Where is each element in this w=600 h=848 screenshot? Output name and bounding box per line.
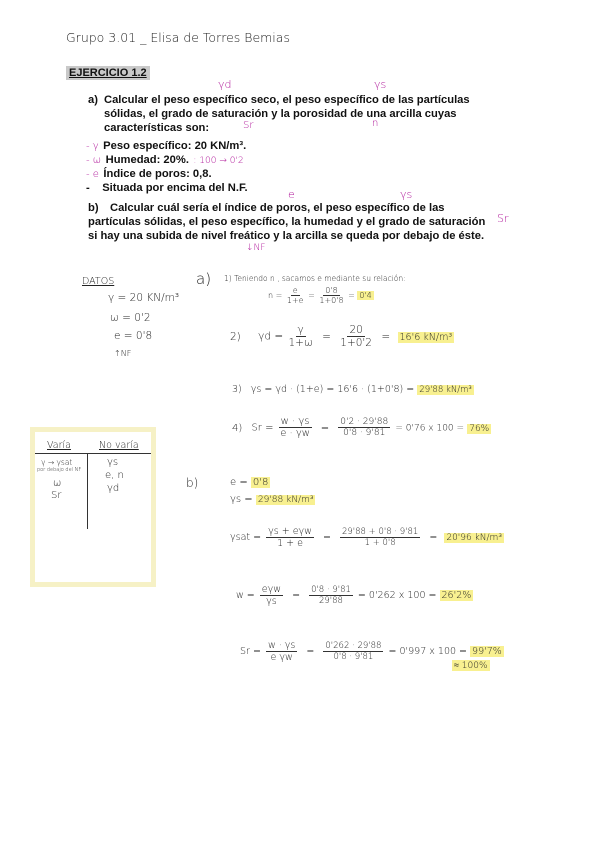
result: 26'2% (441, 590, 472, 601)
sol-a-step1-eq: n = $\frac{e}{1+e}$ = $\frac{0'8}{1+0'8}$ = 0'4 (268, 286, 372, 305)
datos-line-2: ω = 0'2 (110, 312, 151, 324)
item-mark: - γ (86, 141, 99, 152)
result: 99'7% (472, 646, 502, 657)
sol-a-step1-text: 1) Teniendo n , sacamos e mediante su relación: (224, 274, 406, 283)
numerator: 0'2 · 29'88 (340, 417, 389, 427)
lhs: Sr = (240, 646, 261, 657)
table-varia-3: ω (53, 478, 62, 489)
part-b-line1: Calcular cuál sería el índice de poros, el peso específico de las (110, 202, 445, 214)
lhs: γd = (258, 330, 284, 343)
datos-line-1: γ = 20 KN/m³ (108, 292, 180, 304)
sol-b-e (230, 477, 270, 488)
sol-b-w: w = $\frac{\text{eγw}}{\gamma s}$ = $\frac{0'8 \cdot 9'81}{29'88}$ = 0'262 x 100 = 26'2% (236, 584, 472, 607)
note-ys-b: γs (400, 188, 413, 201)
fraction-1 (279, 416, 312, 439)
lhs: n = (268, 291, 283, 300)
numerator: eγw (261, 584, 282, 595)
sol-b-sr-approx: ≈ 100% (454, 661, 488, 671)
note-yd: γd (218, 78, 232, 91)
fraction-1 (288, 324, 312, 349)
result: 0'4 (359, 291, 372, 300)
denominator: 1+ω (288, 337, 313, 349)
sol-a-step4: 4) Sr = $\frac{w \cdot \gamma s}{e \cdot \gamma w}$ = $\frac{0'2 \cdot 29'88}{0'8 \cdot 9'81}$ = 0'76 x 100 = 76% (232, 416, 490, 439)
datos-line-4: ↑NF (114, 349, 132, 358)
item-note: : 100 → 0'2 (193, 156, 244, 166)
table-novaria-3: γd (107, 483, 120, 494)
table-varia-4: Sr (51, 490, 62, 501)
numerator: 0'8 (325, 286, 338, 295)
numerator: e (292, 286, 298, 295)
table-novaria-2: e, n (105, 470, 124, 481)
fraction-1 (287, 286, 304, 305)
fraction-1 (266, 526, 314, 549)
sol-b-ysat: γsat = $\frac{\text{γs + eγw}}{1 + e}$ = $\frac{29'88 + 0'8 \cdot 9'81}{1 + 0'8}$ = 20'96 kN/m³ (230, 526, 502, 549)
denominator: 1+e (286, 296, 304, 305)
note-e: e (288, 188, 295, 201)
note-sr-b: Sr (497, 212, 509, 225)
table-hline (35, 453, 151, 454)
step-num: 3) (232, 384, 242, 395)
step-num: 4) (232, 422, 243, 434)
numerator: 29'88 + 0'8 · 9'81 (341, 527, 419, 537)
lhs: γsat = (230, 532, 262, 543)
denominator: 1+0'2 (340, 337, 372, 349)
lhs: e = (230, 477, 248, 488)
part-a-line2: sólidas, el grado de saturación y la porosidad de una arcilla cuyas (104, 108, 457, 120)
part-b-label: b) (88, 202, 99, 214)
step-num: 2) (230, 330, 241, 343)
sol-a-step2: 2) γd = $\frac{\gamma}{1+\omega}$ = $\frac{20}{1+0'2}$ = 16'6 kN/m³ (230, 324, 453, 349)
part-a-line1: Calcular el peso específico seco, el peso específico de las partículas (104, 94, 470, 106)
numerator: γ (297, 324, 304, 336)
fraction-2 (338, 417, 390, 438)
table-novaria-1: γs (107, 457, 119, 468)
result: 20'96 kN/m³ (446, 533, 502, 543)
numerator: 20 (349, 324, 363, 336)
fraction-1 (266, 640, 297, 663)
fraction-1 (260, 584, 283, 607)
table-col1-header: Varía (47, 440, 71, 451)
fraction-2 (319, 286, 343, 305)
denominator: 29'88 (318, 596, 343, 606)
datos-line-3: e = 0'8 (114, 330, 153, 342)
item-mark: - ω (86, 155, 102, 166)
expr: γs = γd · (1+e) = 16'6 · (1+0'8) = (250, 384, 415, 395)
denominator: 0'8 · 9'81 (333, 652, 374, 662)
fraction-2 (309, 585, 353, 606)
table-col2-header: No varía (99, 440, 139, 451)
denominator: e γw (270, 652, 293, 663)
table-varia-2: por debajo del NF (37, 467, 82, 473)
sol-b-ys (230, 494, 315, 505)
part-a-line3: características son: (104, 122, 210, 134)
header-author: Grupo 3.01 _ Elisa de Torres Bemias (66, 30, 290, 45)
table-varia-1: γ → γsat (41, 458, 73, 467)
fraction-2 (340, 324, 372, 349)
note-n: n (372, 118, 379, 129)
part-a-item-4 (86, 178, 248, 196)
mid: = 0'997 x 100 = (388, 646, 468, 657)
denominator: 1 + 0'8 (364, 538, 396, 548)
item-mark: - e (86, 169, 99, 180)
part-b-line3: si hay una subida de nivel freático y la arcilla se queda por debajo de éste. (88, 230, 485, 242)
datos-title: DATOS (82, 276, 115, 287)
item-text: Índice de poros: 0,8. (103, 168, 212, 180)
numerator: w · γs (280, 416, 310, 427)
item-mark: - (86, 182, 90, 194)
lhs: w = (236, 590, 255, 601)
sol-b-sr: Sr = $\frac{w \cdot \gamma s}{\text{e γw}}$ = $\frac{0'262 \cdot 29'88}{0'8 \cdot 9'81}$ = 0'997 x 100 = 99'7% (240, 640, 502, 663)
note-ys: γs (374, 78, 387, 91)
denominator: 0'8 · 9'81 (343, 428, 386, 438)
denominator: γs (266, 596, 277, 607)
note-sr: Sr (243, 120, 254, 131)
lhs: Sr = (251, 422, 274, 434)
numerator: w · γs (267, 640, 296, 651)
fraction-2 (323, 641, 383, 662)
table-vline (87, 453, 88, 529)
part-a-label: a) (88, 94, 98, 106)
value: 0'8 (252, 477, 269, 488)
lhs: γs = (230, 494, 253, 505)
note-nf: ↓NF (246, 243, 266, 253)
sol-a-label: a) (196, 270, 212, 288)
part-b-line2: partículas sólidas, el peso específico, la humedad y el grado de saturación (88, 216, 486, 228)
item-text: Situada por encima del N.F. (102, 182, 248, 194)
item-text: Peso específico: 20 KN/m³. (103, 140, 247, 152)
numerator: 0'8 · 9'81 (311, 585, 351, 595)
sol-a-step3 (232, 384, 474, 395)
fraction-2 (340, 527, 420, 548)
value: 29'88 kN/m³ (257, 495, 314, 505)
denominator: e · γw (280, 428, 310, 439)
varia-table (30, 427, 156, 587)
item-text: Humedad: 20%. (105, 154, 189, 166)
result: 29'88 kN/m³ (419, 385, 472, 395)
mid: = 0'76 x 100 = (395, 423, 465, 434)
denominator: 1+0'8 (319, 296, 344, 305)
mid: = 0'262 x 100 = (357, 590, 437, 601)
denominator: 1 + e (277, 538, 303, 549)
result: 76% (469, 423, 490, 434)
sol-b-label: b) (186, 476, 199, 490)
exercise-title: EJERCICIO 1.2 (66, 66, 150, 80)
result: 16'6 kN/m³ (399, 331, 453, 343)
numerator: γs + eγw (268, 526, 312, 537)
numerator: 0'262 · 29'88 (325, 641, 382, 651)
